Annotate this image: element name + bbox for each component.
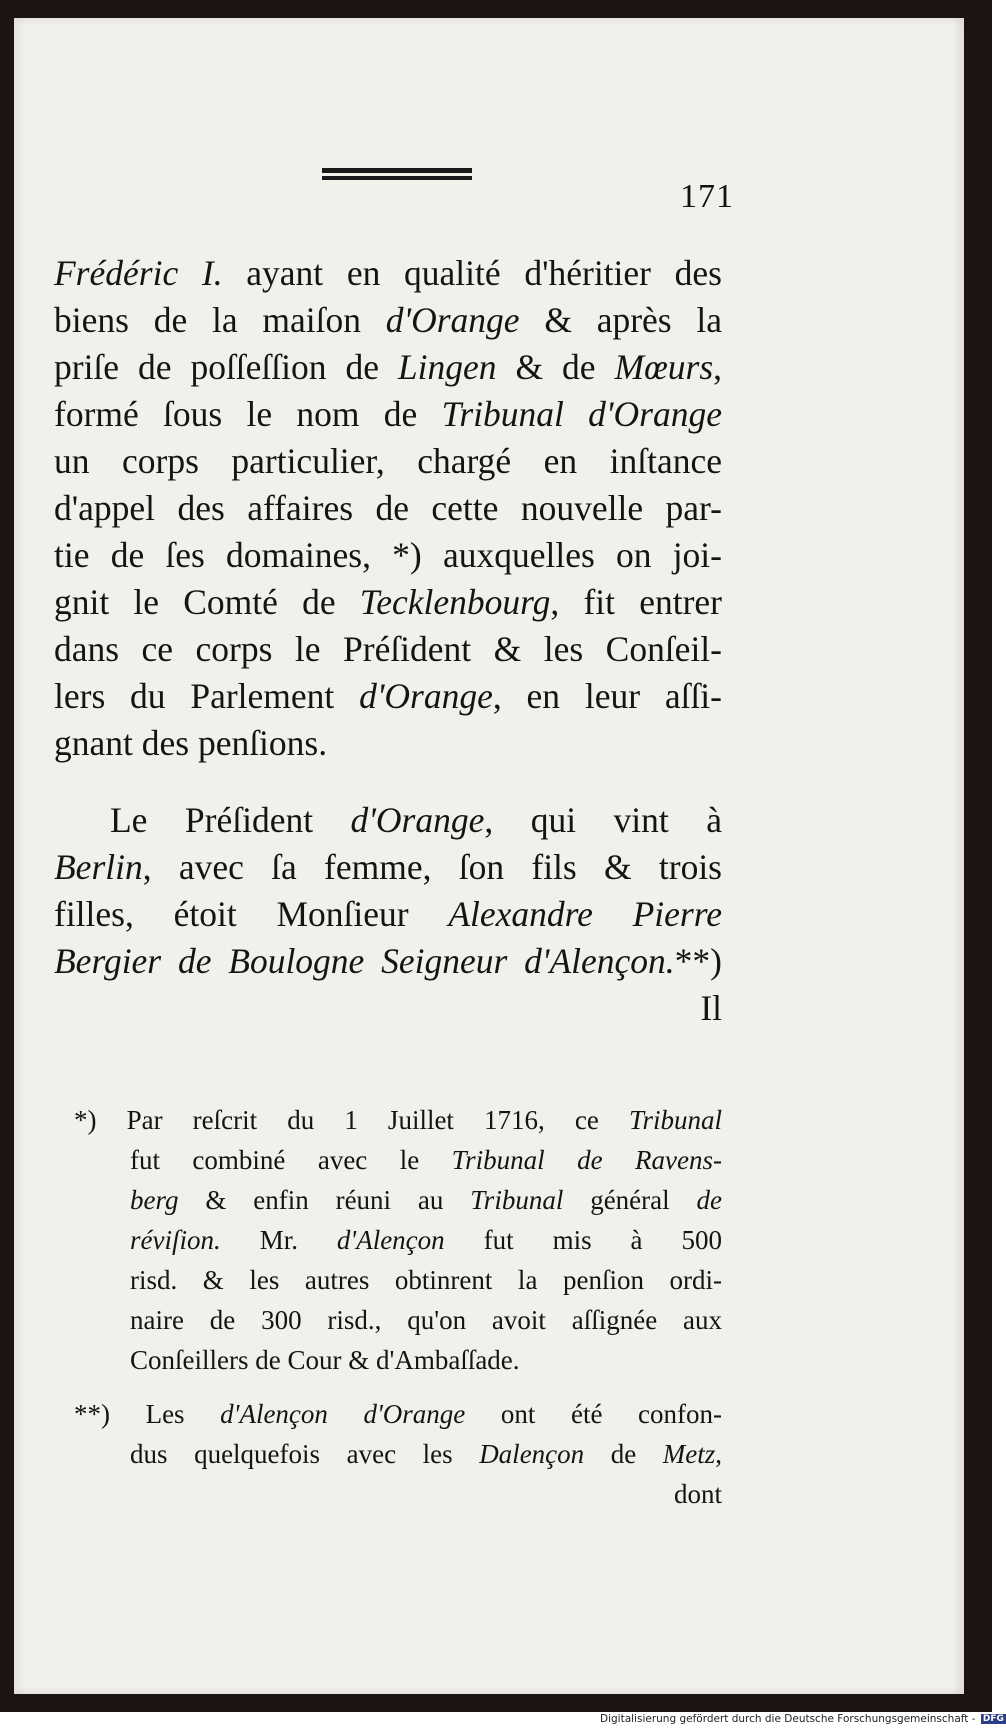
body-line-6: d'appel des affaires de cette nouvelle par- (54, 488, 722, 528)
footnote-2-line-1: **) Les d'Alençon d'Orange ont été confon- (74, 1399, 722, 1429)
para2-line-1: Le Préſident d'Orange, qui vint à (110, 800, 722, 840)
catchword: Il (700, 988, 722, 1028)
body-line-9: dans ce corps le Préſident & les Conſeil- (54, 629, 722, 669)
footnote-1-line-3: berg & enfin réuni au Tribunal général de (130, 1185, 722, 1215)
footnote-catchword: dont (673, 1479, 722, 1509)
footnote-2-line-2: dus quelquefois avec les Dalençon de Metz, (130, 1439, 723, 1469)
footnotes (74, 1100, 722, 1514)
body-line-3: priſe de poſſeſſion de Lingen & de Mœurs, (54, 347, 723, 387)
body-line-10: lers du Parlement d'Orange, en leur aſſi- (54, 676, 722, 716)
body-line-4: formé ſous le nom de Tribunal d'Orange (54, 394, 722, 434)
book-page (14, 18, 964, 1694)
body-line-5: un corps particulier, chargé en inſtance (54, 441, 722, 481)
para2-line-4: Bergier de Boulogne Seigneur d'Alençon.**) (54, 941, 722, 981)
body-text (54, 250, 722, 1032)
body-line-7: tie de ſes domaines, *) auxquelles on joi- (54, 535, 722, 575)
header-double-rule (322, 168, 472, 182)
footnote-1-line-2: fut combiné avec le Tribunal de Ravens- (130, 1145, 722, 1175)
body-line-1: Frédéric I. ayant en qualité d'héritier des (54, 253, 722, 293)
footnote-1-line-1: *) Par reſcrit du 1 Juillet 1716, ce Tribunal (74, 1105, 722, 1135)
footnote-1-line-4: réviſion. Mr. d'Alençon fut mis à 500 (130, 1225, 722, 1255)
para2-line-2: Berlin, avec ſa femme, ſon fils & trois (54, 847, 722, 887)
body-line-11: gnant des penſions. (54, 723, 328, 763)
page-number: 171 (680, 178, 734, 215)
footnote-1-line-5: risd. & les autres obtinrent la penſion ordi- (130, 1265, 722, 1295)
dfg-logo: DFG (982, 1714, 1004, 1724)
footnote-1-line-6: naire de 300 risd., qu'on avoit aſſignée aux (130, 1305, 722, 1335)
digitization-credit (600, 1713, 1004, 1727)
footnote-1-line-7: Conſeillers de Cour & d'Ambaſſade. (130, 1345, 520, 1375)
body-line-8: gnit le Comté de Tecklenbourg, fit entrer (54, 582, 722, 622)
body-line-2: biens de la maiſon d'Orange & après la (54, 300, 722, 340)
para2-line-3: filles, étoit Monſieur Alexandre Pierre (54, 894, 722, 934)
credit-text: Digitalisierung gefördert durch die Deutsche Forschungsgemeinschaft - (600, 1713, 976, 1725)
